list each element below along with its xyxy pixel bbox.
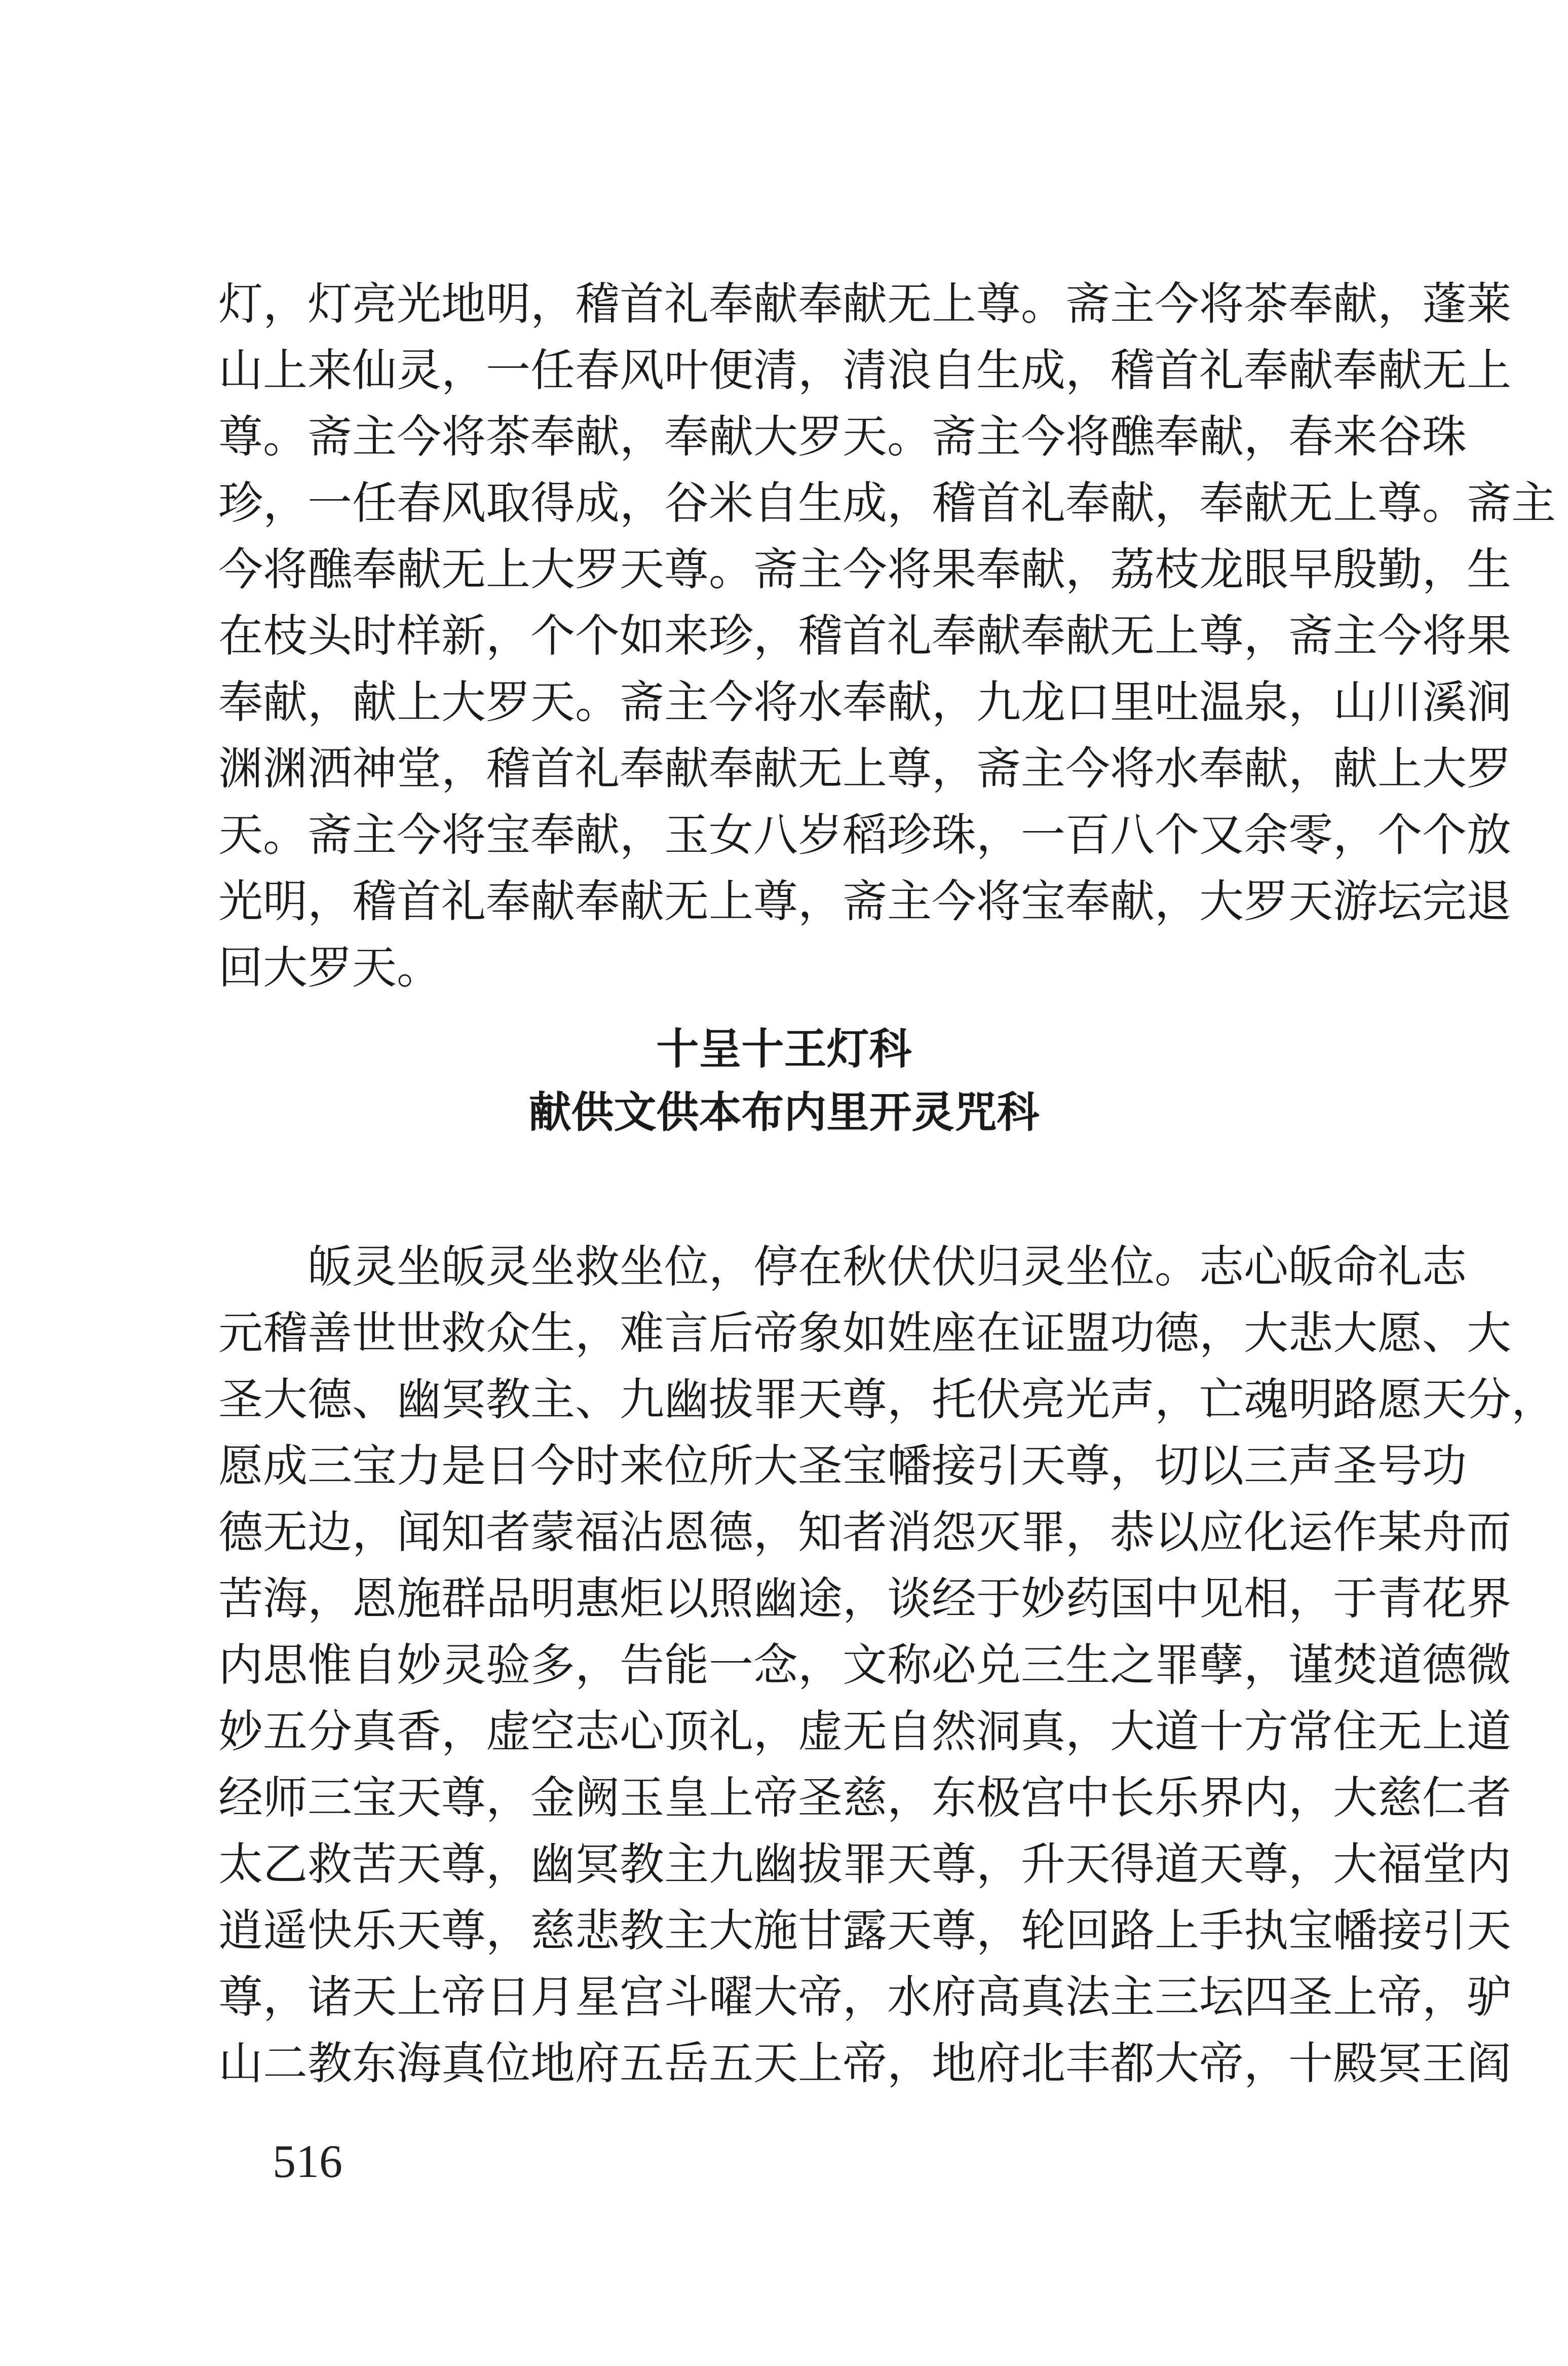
paragraph-1-line: 在枝头时样新，个个如来珍，稽首礼奉献奉献无上尊，斋主今将果 — [218, 610, 1512, 662]
paragraph-2-line: 愿成三宝力是日今时来位所大圣宝幡接引天尊，切以三声圣号功 — [218, 1440, 1467, 1492]
paragraph-2-line: 皈灵坐皈灵坐救坐位，停在秋伏伏归灵坐位。志心皈命礼志 — [308, 1241, 1467, 1293]
paragraph-2-line: 元稽善世世救众生，难言后帝象如姓座在证盟功德，大悲大愿、大 — [218, 1307, 1512, 1359]
paragraph-2-line: 妙五分真香，虚空志心顶礼，虚无自然洞真，大道十方常住无上道 — [218, 1705, 1512, 1757]
paragraph-1-line: 光明，稽首礼奉献奉献无上尊，斋主今将宝奉献，大罗天游坛完退 — [218, 875, 1512, 927]
paragraph-2-line: 尊，诸天上帝日月星宫斗曜大帝，水府高真法主三坛四圣上帝，驴 — [218, 1971, 1512, 2023]
section-subtitle: 献供文供本布内里开灵咒科 — [528, 1087, 1040, 1137]
section-title: 十呈十王灯科 — [656, 1024, 912, 1074]
paragraph-1-line: 灯，灯亮光地明，稽首礼奉献奉献无上尊。斋主今将茶奉献，蓬莱 — [218, 278, 1512, 330]
paragraph-1-line: 尊。斋主今将茶奉献，奉献大罗天。斋主今将醮奉献，春来谷珠 — [218, 410, 1467, 463]
paragraph-2-line: 经师三宝天尊，金阙玉皇上帝圣慈，东极宫中长乐界内，大慈仁者 — [218, 1772, 1512, 1824]
paragraph-1-line: 奉献，献上大罗天。斋主今将水奉献，九龙口里吐温泉，山川溪涧 — [218, 676, 1512, 728]
paragraph-2-line: 德无边，闻知者蒙福沾恩德，知者消怨灭罪，恭以应化运作某舟而 — [218, 1506, 1512, 1558]
paragraph-2-line: 山二教东海真位地府五岳五天上帝，地府北丰都大帝，十殿冥王阎 — [218, 2037, 1512, 2089]
paragraph-1-line: 今将醮奉献无上大罗天尊。斋主今将果奉献，荔枝龙眼早殷勤，生 — [218, 543, 1512, 595]
paragraph-2-line: 逍遥快乐天尊，慈悲教主大施甘露天尊，轮回路上手执宝幡接引天 — [218, 1904, 1512, 1957]
paragraph-2-line: 苦海，恩施群品明惠炬以照幽途，谈经于妙药国中见相，于青花界 — [218, 1572, 1512, 1625]
paragraph-1-line: 珍，一任春风取得成，谷米自生成，稽首礼奉献，奉献无上尊。斋主 — [218, 477, 1556, 529]
paragraph-2-line: 圣大德、幽冥教主、九幽拔罪天尊，托伏亮光声，亡魂明路愿天分， — [218, 1373, 1556, 1425]
paragraph-2-line: 内思惟自妙灵验多，告能一念，文称必兑三生之罪孽，谨焚道德微 — [218, 1639, 1512, 1691]
paragraph-1-line: 天。斋主今将宝奉献，玉女八岁稻珍珠，一百八个又余零，个个放 — [218, 809, 1512, 861]
paragraph-2-line: 太乙救苦天尊，幽冥教主九幽拔罪天尊，升天得道天尊，大福堂内 — [218, 1838, 1512, 1890]
paragraph-1-line: 山上来仙灵，一任春风叶便清，清浪自生成，稽首礼奉献奉献无上 — [218, 344, 1512, 396]
page-number: 516 — [273, 2135, 342, 2187]
paragraph-1-line: 渊渊洒神堂，稽首礼奉献奉献无上尊，斋主今将水奉献，献上大罗 — [218, 742, 1512, 795]
paragraph-1-line: 回大罗天。 — [218, 942, 442, 994]
